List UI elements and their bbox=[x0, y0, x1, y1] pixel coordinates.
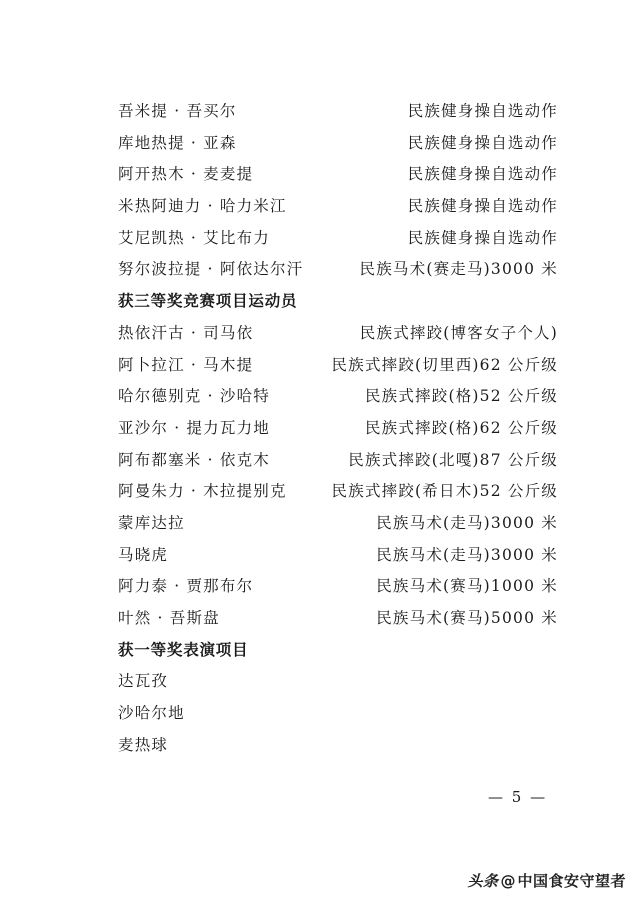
athlete-name: 哈尔德别克 · 沙哈特 bbox=[118, 387, 270, 406]
list-item bbox=[118, 128, 558, 160]
event-name: 民族式摔跤(格)62 公斤级 bbox=[364, 418, 558, 437]
event-name: 民族马术(走马)3000 米 bbox=[376, 513, 558, 532]
athlete-name: 阿曼朱力 · 木拉提别克 bbox=[118, 482, 287, 501]
list-item bbox=[118, 318, 558, 350]
list-item bbox=[118, 540, 558, 572]
section-heading bbox=[118, 286, 558, 318]
list-item bbox=[118, 445, 558, 477]
event-name: 民族式摔跤(博客女子个人) bbox=[359, 323, 558, 342]
watermark-account: 中国食安守望者 bbox=[517, 872, 626, 890]
event-name: 民族马术(走马)3000 米 bbox=[376, 545, 558, 564]
event-name: 民族马术(赛马)5000 米 bbox=[376, 609, 558, 627]
list-item bbox=[118, 96, 558, 128]
watermark bbox=[467, 870, 626, 891]
watermark-at: @ bbox=[500, 871, 516, 890]
performance-name: 达瓦孜 bbox=[118, 672, 169, 691]
performance-name: 麦热球 bbox=[118, 735, 169, 754]
event-name: 民族马术(赛马)1000 米 bbox=[376, 577, 558, 596]
athlete-name: 艾尼凯热 · 艾比布力 bbox=[118, 228, 270, 247]
list-item bbox=[118, 223, 558, 255]
athlete-name: 马晓虎 bbox=[118, 545, 169, 564]
list-item bbox=[118, 730, 558, 762]
watermark-brand: 头条 bbox=[467, 872, 499, 890]
list-item bbox=[118, 159, 558, 191]
athlete-name: 热依汗古 · 司马依 bbox=[118, 323, 254, 342]
event-name: 民族健身操自选动作 bbox=[407, 133, 558, 152]
section-heading-text: 获三等奖竞赛项目运动员 bbox=[118, 292, 298, 311]
list-item bbox=[118, 508, 558, 540]
list-item bbox=[118, 698, 558, 730]
list-item bbox=[118, 381, 558, 413]
event-name: 民族健身操自选动作 bbox=[407, 165, 558, 184]
section-heading bbox=[118, 635, 558, 667]
athlete-name: 阿力泰 · 贾那布尔 bbox=[118, 577, 254, 596]
event-name: 民族式摔跤(格)52 公斤级 bbox=[364, 387, 558, 406]
event-name: 民族马术(赛走马)3000 米 bbox=[359, 260, 558, 279]
athlete-name: 叶然 · 吾斯盘 bbox=[118, 609, 220, 627]
athlete-name: 阿卜拉江 · 马木提 bbox=[118, 355, 254, 374]
list-item bbox=[118, 476, 558, 508]
list-item bbox=[118, 191, 558, 223]
award-list bbox=[118, 96, 558, 761]
list-item bbox=[118, 603, 558, 635]
event-name: 民族健身操自选动作 bbox=[407, 228, 558, 247]
athlete-name: 阿布都塞米 · 依克木 bbox=[118, 450, 270, 469]
list-item bbox=[118, 571, 558, 603]
athlete-name: 蒙库达拉 bbox=[118, 513, 185, 532]
list-item bbox=[118, 350, 558, 382]
athlete-name: 亚沙尔 · 提力瓦力地 bbox=[118, 418, 270, 437]
event-name: 民族式摔跤(切里西)62 公斤级 bbox=[331, 355, 558, 374]
list-item bbox=[118, 413, 558, 445]
athlete-name: 阿开热木 · 麦麦提 bbox=[118, 165, 254, 184]
list-item bbox=[118, 254, 558, 286]
athlete-name: 米热阿迪力 · 哈力米江 bbox=[118, 197, 287, 216]
page-number: — 5 — bbox=[488, 788, 548, 806]
athlete-name: 努尔波拉提 · 阿依达尔汗 bbox=[118, 260, 304, 279]
athlete-name: 库地热提 · 亚森 bbox=[118, 133, 237, 152]
athlete-name: 吾米提 · 吾买尔 bbox=[118, 102, 237, 120]
event-name: 民族式摔跤(北嘎)87 公斤级 bbox=[348, 450, 558, 469]
list-item bbox=[118, 666, 558, 698]
performance-name: 沙哈尔地 bbox=[118, 704, 185, 723]
event-name: 民族健身操自选动作 bbox=[407, 102, 558, 120]
event-name: 民族式摔跤(希日木)52 公斤级 bbox=[331, 482, 558, 501]
event-name: 民族健身操自选动作 bbox=[407, 197, 558, 216]
section-heading-text: 获一等奖表演项目 bbox=[118, 640, 249, 659]
